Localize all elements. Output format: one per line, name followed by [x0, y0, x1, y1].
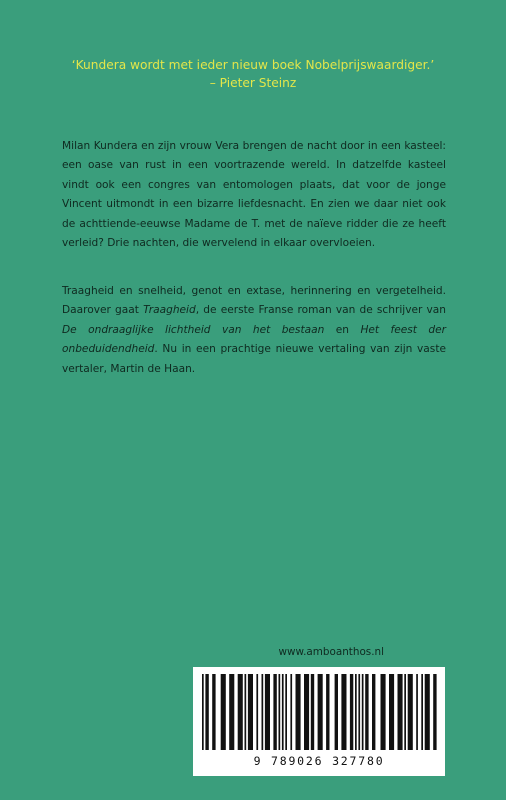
barcode-bar [416, 674, 418, 750]
barcode-bar [248, 674, 253, 750]
barcode [193, 667, 445, 776]
barcode-bar [285, 674, 287, 750]
barcode-bar [421, 674, 423, 750]
barcode-bar [341, 674, 346, 750]
barcode-bar [408, 674, 413, 750]
barcode-bar [262, 674, 264, 750]
barcode-bar [425, 674, 430, 750]
barcode-bar [229, 674, 234, 750]
barcode-bar [221, 674, 226, 750]
barcode-bar [350, 674, 353, 750]
barcode-bar [311, 674, 314, 750]
quote-author: – Pieter Steinz [209, 76, 297, 90]
barcode-bar [290, 674, 292, 750]
blurb-paragraph-2 [62, 282, 446, 379]
barcode-bar [362, 674, 364, 750]
barcode-bar [404, 674, 406, 750]
barcode-bar [279, 674, 281, 750]
blurb-text: en [324, 323, 361, 336]
book-title-feest: Het feest der onbeduidendheid [62, 323, 446, 356]
barcode-bar [296, 674, 301, 750]
barcode-bar [398, 674, 403, 750]
book-title-traagheid: Traagheid [143, 304, 196, 317]
barcode-bar [358, 674, 360, 750]
publisher-url: www.amboanthos.nl [278, 646, 384, 658]
barcode-bars [202, 674, 438, 750]
barcode-bar [326, 674, 329, 750]
quote-text: ‘Kundera wordt met ieder nieuw boek Nobelprijswaardiger.’ [71, 58, 435, 72]
blurb-text: Traagheid en snelheid, genot en extase, herinnering en vergetelheid. Daarover gaat [62, 285, 446, 317]
barcode-bar [318, 674, 323, 750]
barcode-bar [212, 674, 215, 750]
barcode-bar [365, 674, 368, 750]
barcode-bar [238, 674, 243, 750]
barcode-bar [389, 674, 394, 750]
barcode-bar [335, 674, 338, 750]
barcode-bar [256, 674, 258, 750]
blurb-text: . Nu in een prachtige nieuwe vertaling van zijn vaste vertaler, Martin de Haan. [62, 343, 446, 375]
barcode-bar [202, 674, 204, 750]
barcode-bar [273, 674, 276, 750]
barcode-bar [381, 674, 386, 750]
book-title-ondraaglijke-lichtheid: De ondraaglijke lichtheid van het bestaan [62, 323, 325, 336]
barcode-bar [355, 674, 357, 750]
barcode-bar [265, 674, 270, 750]
press-quote [40, 56, 466, 92]
isbn-number: 9 789026 327780 [253, 754, 385, 768]
barcode-bar [372, 674, 375, 750]
barcode-bar [245, 674, 247, 750]
barcode-bar [282, 674, 284, 750]
barcode-bar [433, 674, 436, 750]
barcode-bar [304, 674, 309, 750]
blurb-paragraph-1: Milan Kundera en zijn vrouw Vera brengen de nacht door in een kasteel: een oase van rust in een voortrazende wereld. In datzelfde kasteel vindt ook een congres van entomologen plaats, dat voor de jonge Vincent uitmondt in een bizarre liefdesnacht. En zien we daar niet ook de achttiende-eeuwse Madame de T. met de naïeve ridder die ze heeft verleid? Drie nachten, die wervelend in elkaar overvloeien. [62, 140, 446, 250]
barcode-bar [205, 674, 208, 750]
blurb-text: , de eerste Franse roman van de schrijver van [195, 304, 447, 317]
